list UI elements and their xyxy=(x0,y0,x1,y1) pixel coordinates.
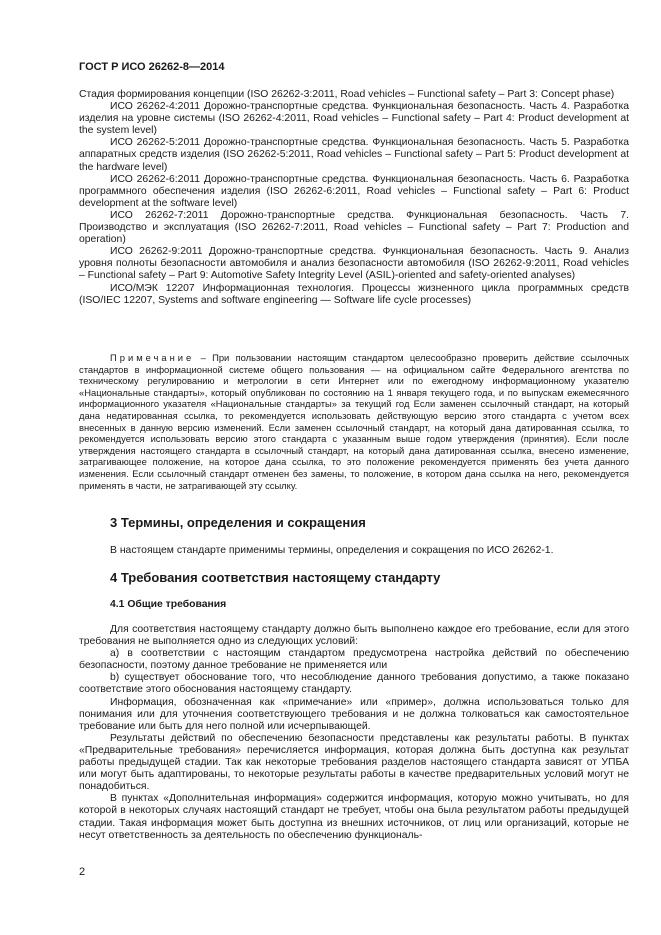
paragraph: Для соответствия настоящему стандарту должно быть выполнено каждое его требование, если для этого требования не выполняется одно из следующих условий: xyxy=(79,624,629,648)
list-item: a) в соответствии с настоящим стандартом предусмотрена настройка действий по обеспечению безопасности, поэтому данное требование не применяется или xyxy=(79,648,629,672)
note-text: – При пользовании настоящим стандартом целесообразно проверить действие ссылочных стандартов в информационной системе общего пользования — на официальном сайте Федерального агентства по техническому регулированию и метрологии в сети Интернет или по ежегодному информационному указателю «Национальные стандарты», который опубликован по состоянию на 1 января текущего года, и по выпускам ежемесячного информационного указателя «Национальные стандарты» за текущий год Если заменен ссылочный стандарт, на который дана недатированная ссылка, то рекомендуется использовать действующую версию этого стандарта с учетом всех внесенных в данную версию изменений. Если заменен ссылочный стандарт, на который дана датированная ссылка, то рекомендуется использовать версию этого стандарта с указанным выше годом утверждения (принятия). Если после утверждения настоящего стандарта в ссылочный стандарт, на который дана датированная ссылка, внесено изменение, затрагивающее положение, на которое дана ссылка, то это положение рекомендуется применять без учета данного изменения. Если ссылочный стандарт отменен без замены, то положение, в котором дана ссылка на него, рекомендуется применять в части, не затрагивающей эту ссылку. xyxy=(79,352,629,491)
note-block xyxy=(79,352,629,491)
section-4-1-heading: 4.1 Общие требования xyxy=(110,599,227,610)
section-4-1-body xyxy=(79,624,629,842)
section-4-heading: 4 Требования соответствия настоящему стандарту xyxy=(110,570,441,585)
reference-item: ИСО 26262-4:2011 Дорожно-транспортные средства. Функциональная безопасность. Часть 4. Разработка изделия на уровне системы (ISO 26262-4:2011, Road vehicles – Functional safety – Part 4: Product development at the system level) xyxy=(79,101,629,137)
paragraph: Информация, обозначенная как «примечание» или «пример», должна использоваться только для понимания или для уточнения соответствующего требования и не должна толковаться как самостоятельное требование или быть для него полной или исчерпывающей. xyxy=(79,696,629,732)
normative-references xyxy=(79,89,629,307)
page-number: 2 xyxy=(79,866,86,878)
list-item: b) существует обоснование того, что несоблюдение данного требования допустимо, а также показано соответствие этого обоснования настоящему стандарту. xyxy=(79,672,629,696)
paragraph: В пунктах «Дополнительная информация» содержится информация, которую можно учитывать, но для которой в некоторых случаях настоящий стандарт не требует, чтобы она была результатом работы предыдущей стадии. Такая информация может быть доступна из внешних источников, от лиц или организаций, которые не несут ответственность за деятельность по обеспечению функциональ- xyxy=(79,793,629,841)
note-label: Примечание xyxy=(110,352,195,363)
document-header: ГОСТ Р ИСО 26262-8—2014 xyxy=(79,61,225,73)
section-3-text xyxy=(110,545,660,557)
paragraph: Результаты действий по обеспечению безопасности представлены как результаты работы. В пунктах «Предварительные требования» перечисляется информация, которая должна быть доступна как результат работы предыдущей стадии. Так как некоторые требования разделов настоящего стандарта зависят от УПБА или могут быть адаптированы, то некоторые результаты работы в качестве предварительных условий могут не понадобиться. xyxy=(79,732,629,793)
reference-item: ИСО 26262-6:2011 Дорожно-транспортные средства. Функциональная безопасность. Часть 6. Разработка программного обеспечения изделия (ISO 26262-6:2011, Road vehicles – Functional safety – Part 6: Product development at the software level) xyxy=(79,173,629,209)
section-3-heading: 3 Термины, определения и сокращения xyxy=(110,515,366,530)
reference-item: ИСО 26262-5:2011 Дорожно-транспортные средства. Функциональная безопасность. Часть 5. Разработка аппаратных средств изделия (ISO 26262-5:2011, Road vehicles – Functional safety – Part 5: Product development at the hardware level) xyxy=(79,137,629,173)
reference-item: ИСО 26262-9:2011 Дорожно-транспортные средства. Функциональная безопасность. Часть 9. Анализ уровня полноты безопасности автомобиля и анализ безопасности автомобиля (ISO 26262-9:2011, Road vehicles – Functional safety – Part 9: Automotive Safety Integrity Level (ASIL)-oriented and safety-oriented analyses) xyxy=(79,246,629,282)
reference-item: ИСО 26262-7:2011 Дорожно-транспортные средства. Функциональная безопасность. Часть 7. Производство и эксплуатация (ISO 26262-7:2011, Road vehicles – Functional safety – Part 7: Production and operation) xyxy=(79,209,629,246)
paragraph: В настоящем стандарте применимы термины, определения и сокращения по ИСО 26262-1. xyxy=(110,545,554,556)
reference-item: ИСО/МЭК 12207 Информационная технология. Процессы жизненного цикла программных средств (ISO/IEC 12207, Systems and software engineering — Software life cycle processes) xyxy=(79,282,629,306)
reference-item: Стадия формирования концепции (ISO 26262-3:2011, Road vehicles – Functional safety – Part 3: Concept phase) xyxy=(79,89,615,100)
